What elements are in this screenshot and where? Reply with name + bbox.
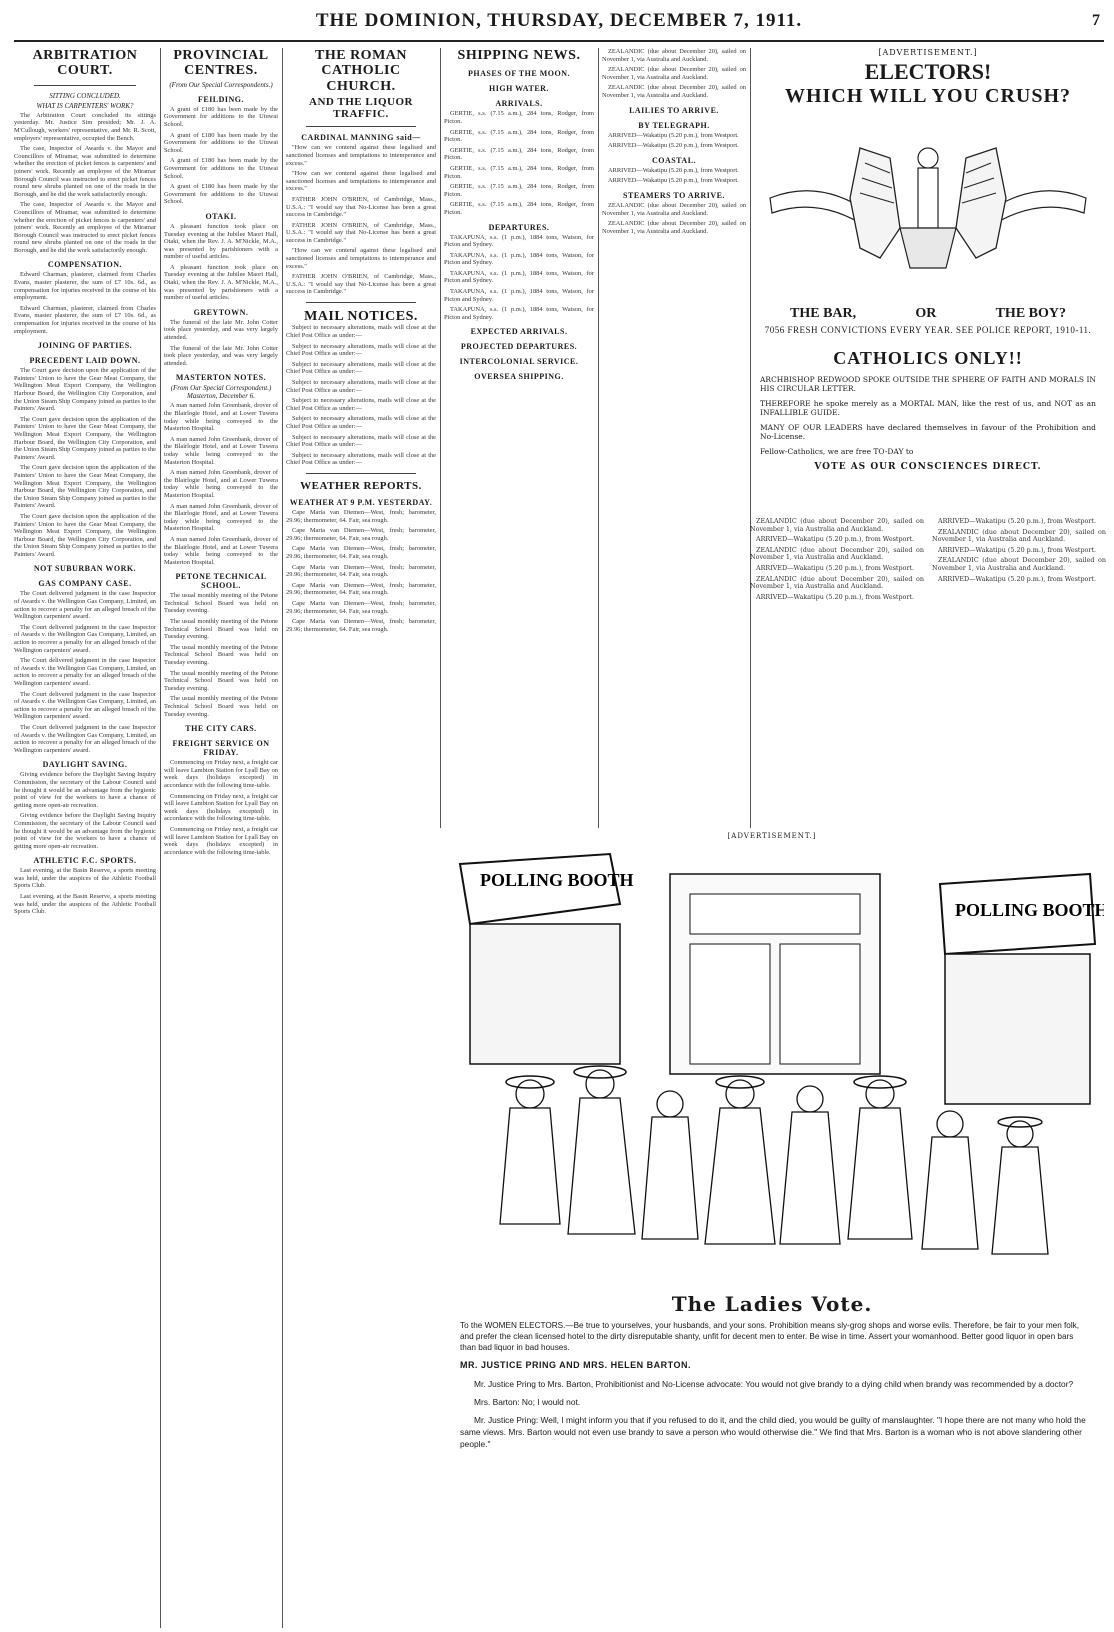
advertisement-label: [ADVERTISEMENT.] xyxy=(878,48,978,57)
article-paragraph: The funeral of the late Mr. John Cotter took place yesterday, and was very largely attended. xyxy=(164,318,278,342)
article-paragraph: ZEALANDIC (due about December 20), sailed on November 1, via Australia and Auckland. xyxy=(750,574,924,591)
section-head: DAYLIGHT SAVING. xyxy=(42,760,128,770)
section-head: THE CITY CARS. xyxy=(185,724,257,734)
section-head: PROJECTED DEPARTURES. xyxy=(460,342,578,352)
section-head: EXPECTED ARRIVALS. xyxy=(470,327,568,337)
article-paragraph: ARRIVED—Wakatipu (5.20 p.m.), from Westport. xyxy=(608,166,739,174)
article-paragraph: Cape Maria van Diemen—West, fresh; barometer, 29.96; thermometer, 64. Fair, sea rough. xyxy=(286,527,436,542)
article-paragraph: Cape Maria van Diemen—West, fresh; barometer, 29.96; thermometer, 64. Fair, sea rough. xyxy=(286,545,436,560)
article-paragraph: ARRIVED—Wakatipu (5.20 p.m.), from Westport. xyxy=(756,563,915,572)
section-head: OTAKI. xyxy=(205,211,237,221)
news-column-lower-left xyxy=(750,518,924,868)
section-head: FREIGHT SERVICE ON FRIDAY. xyxy=(172,739,270,758)
article-paragraph: ZEALANDIC (due about December 20), sailed on November 1, via Australia and Auckland. xyxy=(932,527,1106,544)
article-paragraph: The Court gave decision upon the application of the Painters' Union to have the Gear Meat Company, the Wellington Meat Export Company, the Wellington Harbour Board, the Wellington City Corporation, and the Union Steam Ship Company joined as parties to the Painters' Award. xyxy=(14,367,156,413)
boy-label: THE BOY? xyxy=(995,306,1066,321)
column-rule xyxy=(440,48,441,828)
advertisement-label: [ADVERTISEMENT.] xyxy=(727,832,817,840)
section-head: INTERCOLONIAL SERVICE. xyxy=(459,357,579,367)
ad-headline: ELECTORS! xyxy=(864,59,992,84)
bar-or-boy xyxy=(750,306,1106,335)
article-paragraph: The Court gave decision upon the application of the Painters' Union to have the Gear Meat Company, the Wellington Meat Export Company, the Wellington Harbour Board, the Wellington City Corporation, and the Union Steam Ship Company joined as parties to the Painters' Award. xyxy=(14,464,156,510)
article-paragraph: The case, Inspector of Awards v. the Mayor and Councillors of Miramar, was submitted to determine whether the erection of picket fences is carpenters' and joiners' work. Recently an employee of the Miramar Borough Council was instructed to erect picket fences round new shrubs planted on one of the roads in the Borough, and he did the work satisfactorily enough. xyxy=(14,201,156,254)
subhead: AND THE LIQUOR TRAFFIC. xyxy=(309,96,413,121)
section-head: DEPARTURES. xyxy=(488,222,550,232)
pring-barton-dialogue xyxy=(460,1378,1090,1456)
catholics-paragraph: Fellow-Catholics, we are free TO-DAY to xyxy=(760,447,914,456)
headline-arbitration: ARBITRATION COURT. xyxy=(32,48,138,79)
booth-sign-right: POLLING BOOTH xyxy=(955,900,1104,920)
article-paragraph: Cape Maria van Diemen—West, fresh; barometer, 29.96; thermometer, 64. Fair, sea rough. xyxy=(286,599,436,615)
subhead: SITTING CONCLUDED. xyxy=(49,91,121,100)
newspaper-title: THE DOMINION, THURSDAY, DECEMBER 7, 1911. xyxy=(315,10,803,31)
ad-question: WHICH WILL YOU CRUSH? xyxy=(784,85,1072,107)
article-paragraph: Commencing on Friday next, a freight car will leave Lambton Station for Lyall Bay on week days (holidays excepted) in accordance with the following time-table. xyxy=(164,825,278,856)
section-head: FEILDING. xyxy=(197,94,245,104)
women-electors-appeal: To the WOMEN ELECTORS.—Be true to yourselves, your husbands, and your sons. Prohibition means sly-grog shops and worse evils. Therefore, be fair to your men folk, and prefer the clean licensed hotel to the dirty disreputable shanty, unfit for decent men to enter. Be wise in time. Assert your womanhood. Better good liquor in open bars than bad liquor in bad houses. xyxy=(460,1321,1080,1352)
article-paragraph: ARRIVED—Wakatipu (5.20 p.m.), from Westport. xyxy=(608,142,739,150)
article-paragraph: A man named John Greenbank, drover of the Blairlogie Hotel, and at Lower Tuwera today while being conveyed to the Masterton Hospital. xyxy=(164,502,278,533)
ladies-vote-cartoon xyxy=(440,844,1104,1284)
article-paragraph: ARRIVED—Wakatipu (5.20 p.m.), from Westport. xyxy=(938,574,1097,583)
subhead: (From Our Special Correspondent.) Masterton, December 6. xyxy=(170,384,272,401)
article-paragraph: A grant of £180 has been made by the Government for additions to the Utuwai School. xyxy=(164,157,278,180)
article-paragraph: The case, Inspector of Awards v. the Mayor and Councillors of Miramar, was submitted to determine whether the erection of picket fences is carpenters' and joiners' work. Recently an employee of the Miramar Borough Council was instructed to erect picket fences round new shrubs planted on one of the roads in the Borough, and he did the work satisfactorily enough. xyxy=(14,145,156,198)
article-paragraph: Subject to necessary alterations, mails will close at the Chief Post Office as under:— xyxy=(286,342,436,358)
subhead: (From Our Special Correspondents.) xyxy=(169,80,273,89)
column-arbitration xyxy=(14,48,156,1628)
article-paragraph: A grant of £180 has been made by the Government for additions to the Utuwai School. xyxy=(164,131,278,154)
article-paragraph: A grant of £180 has been made by the Government for additions to the Utuwai School. xyxy=(164,105,278,128)
section-head: NOT SUBURBAN WORK. xyxy=(33,564,137,574)
article-paragraph: "How can we contend against these legalised and sanctioned licenses and temptations to intemperance and excess." xyxy=(286,144,436,167)
section-head: OVERSEA SHIPPING. xyxy=(474,372,564,382)
article-paragraph: Last evening, at the Basin Reserve, a sports meeting was held, under the auspices of the Athletic Football Sports Club. xyxy=(14,893,156,916)
section-head: PHASES OF THE MOON. xyxy=(468,69,570,79)
article-paragraph: The Court delivered judgment in the case Inspector of Awards v. the Wellington Gas Company, Limited, an action to recover a penalty for an alleged breach of the Wellington carpenters' award. xyxy=(14,590,156,621)
column-rule xyxy=(160,48,161,1628)
article-paragraph: TAKAPUNA, s.s. (1 p.m.), 1884 tons, Watson, for Picton and Sydney. xyxy=(444,306,594,321)
section-head: MASTERTON NOTES. xyxy=(175,373,267,383)
dialogue-line: Mrs. Barton: No; I would not. xyxy=(474,1397,581,1407)
article-paragraph: A grant of £180 has been made by the Government for additions to the Utuwai School. xyxy=(164,183,278,206)
article-paragraph: The Arbitration Court concluded its sittings yesterday. Mr. Justice Sim presided; Mr. J. A. M'Cullough, workers' representative, and Mr. R. Scott, employers' representative, occupied the Bench. xyxy=(14,111,156,142)
article-paragraph: The usual monthly meeting of the Petone Technical School Board was held on Tuesday evening. xyxy=(164,592,278,615)
section-head: WEATHER AT 9 P.M. YESTERDAY. xyxy=(289,498,433,508)
article-paragraph: GERTIE, s.s. (7.15 a.m.), 284 tons, Rodger, from Picton. xyxy=(444,146,594,162)
article-paragraph: A pleasant function took place on Tuesday evening at the Jubilee Maori Hall, Otaki, when the Rev. J. A. M'Nickle, M.A., was presented by parishioners with a number of useful articles. xyxy=(164,222,278,261)
article-paragraph: ZEALANDIC (due about December 20), sailed on November 1, via Australia and Auckland. xyxy=(602,48,746,63)
section-head: ATHLETIC F.C. SPORTS. xyxy=(33,856,137,866)
article-paragraph: TAKAPUNA, s.s. (1 p.m.), 1884 tons, Watson, for Picton and Sydney. xyxy=(444,251,594,267)
article-paragraph: The Court delivered judgment in the case Inspector of Awards v. the Wellington Gas Company, Limited, an action to recover a penalty for an alleged breach of the Wellington carpenters' award. xyxy=(14,723,156,754)
section-head: LAILIES TO ARRIVE. xyxy=(629,105,719,115)
electors-advertisement xyxy=(750,48,1106,868)
article-paragraph: A man named John Greenbank, drover of the Blairlogie Hotel, and at Lower Tuwera today while being conveyed to the Masterton Hospital. xyxy=(164,535,278,566)
section-head: CARDINAL MANNING said— xyxy=(301,133,421,143)
article-paragraph: FATHER JOHN O'BRIEN, of Cambridge, Mass., U.S.A.: "I would say that No-License has been a great success in Cambridge." xyxy=(286,221,436,244)
article-paragraph: Subject to necessary alterations, mails will close at the Chief Post Office as under:— xyxy=(286,415,436,430)
article-paragraph: Cape Maria van Diemen—West, fresh; barometer, 29.96; thermometer, 64. Fair, sea rough. xyxy=(286,563,436,579)
news-column-lower-right xyxy=(932,518,1106,868)
article-paragraph: Subject to necessary alterations, mails will close at the Chief Post Office as under:— xyxy=(286,379,436,394)
headline-weather: WEATHER REPORTS. xyxy=(300,479,422,492)
article-paragraph: Edward Charman, plasterer, claimed from Charles Evans, master plasterer, the sum of £7 10s. 6d., as compensation for injuries received in the course of his employment. xyxy=(14,271,156,302)
article-paragraph: Edward Charman, plasterer, claimed from Charles Evans, master plasterer, the sum of £7 10s. 6d., as compensation for injuries received in the course of his employment. xyxy=(14,304,156,335)
article-paragraph: Subject to necessary alterations, mails will close at the Chief Post Office as under:— xyxy=(286,324,436,340)
article-paragraph: Giving evidence before the Daylight Saving Inquiry Commission, the secretary of the Labour Council said he thought it would be an advantage from the hygienic point of view for the workers to have a chance of getting more open-air recreation. xyxy=(14,812,156,850)
article-paragraph: ZEALANDIC (due about December 20), sailed on November 1, via Australia and Auckland. xyxy=(602,220,746,235)
catholics-advertisement xyxy=(750,348,1106,472)
article-paragraph: A man named John Greenbank, drover of the Blairlogie Hotel, and at Lower Tuwera today while being conveyed to the Masterton Hospital. xyxy=(164,469,278,499)
or-label: OR xyxy=(915,306,937,321)
article-paragraph: A man named John Greenbank, drover of the Blairlogie Hotel, and at Lower Tuwera today while being conveyed to the Masterton Hospital. xyxy=(164,435,278,466)
headline-mail-notices: MAIL NOTICES. xyxy=(304,309,418,325)
section-head: GREYTOWN. xyxy=(193,307,249,317)
article-paragraph: The Court delivered judgment in the case Inspector of Awards v. the Wellington Gas Company, Limited, an action to recover a penalty for an alleged breach of the Wellington carpenters' award. xyxy=(14,690,156,721)
article-paragraph: A pleasant function took place on Tuesday evening at the Jubilee Maori Hall, Otaki, when the Rev. J. A. M'Nickle, M.A., was presented by parishioners with a number of useful articles. xyxy=(164,263,278,302)
article-paragraph: FATHER JOHN O'BRIEN, of Cambridge, Mass., U.S.A.: "I would say that No-License has been a great success in Cambridge." xyxy=(286,195,436,219)
article-paragraph: The Court gave decision upon the application of the Painters' Union to have the Gear Meat Company, the Wellington Meat Export Company, the Wellington Harbour Board, the Wellington City Corporation, and the Union Steam Ship Company joined as parties to the Painters' Award. xyxy=(14,512,156,558)
article-paragraph: GERTIE, s.s. (7.15 a.m.), 284 tons, Rodger, from Picton. xyxy=(444,183,594,198)
article-paragraph: The funeral of the late Mr. John Cotter took place yesterday, and was very largely attended. xyxy=(164,344,278,367)
article-paragraph: TAKAPUNA, s.s. (1 p.m.), 1884 tons, Watson, for Picton and Sydney. xyxy=(444,288,594,303)
article-paragraph: Giving evidence before the Daylight Saving Inquiry Commission, the secretary of the Labour Council said he thought it would be an advantage from the hygienic point of view for the workers to have a chance of getting more open-air recreation. xyxy=(14,771,156,809)
page-number: 7 xyxy=(1092,12,1100,29)
article-paragraph: TAKAPUNA, s.s. (1 p.m.), 1884 tons, Watson, for Picton and Sydney. xyxy=(444,233,594,249)
crushing-hand-illustration xyxy=(750,118,1106,298)
headline-shipping: SHIPPING NEWS. xyxy=(457,48,581,63)
article-paragraph: Subject to necessary alterations, mails will close at the Chief Post Office as under:— xyxy=(286,451,436,467)
article-paragraph: GERTIE, s.s. (7.15 a.m.), 284 tons, Rodger, from Picton. xyxy=(444,164,594,180)
article-paragraph: ARRIVED—Wakatipu (5.20 p.m.), from Westport. xyxy=(756,592,915,601)
pring-barton-heading: MR. JUSTICE PRING AND MRS. HELEN BARTON. xyxy=(460,1360,692,1370)
article-paragraph: The usual monthly meeting of the Petone Technical School Board was held on Tuesday evening. xyxy=(164,695,278,718)
catholics-paragraph: MANY OF OUR LEADERS have declared themselves in favour of the Prohibition and No-License. xyxy=(760,423,1096,441)
article-paragraph: ARRIVED—Wakatipu (5.20 p.m.), from Westport. xyxy=(938,518,1097,525)
convictions-line: 7056 FRESH CONVICTIONS EVERY YEAR. SEE POLICE REPORT, 1910-11. xyxy=(764,325,1092,335)
catholics-vote-line: VOTE AS OUR CONSCIENCES DIRECT. xyxy=(814,462,1042,472)
article-paragraph: ZEALANDIC (due about December 20), sailed on November 1, via Australia and Auckland. xyxy=(932,556,1106,572)
article-paragraph: Subject to necessary alterations, mails will close at the Chief Post Office as under:— xyxy=(286,397,436,412)
subhead: WHAT IS CARPENTERS' WORK? xyxy=(36,101,134,110)
section-head: GAS COMPANY CASE. xyxy=(38,579,132,589)
article-paragraph: The Court gave decision upon the application of the Painters' Union to have the Gear Meat Company, the Wellington Meat Export Company, the Wellington Harbour Board, the Wellington City Corporation, and the Union Steam Ship Company joined as parties to the Painters' Award. xyxy=(14,415,156,461)
section-head: HIGH WATER. xyxy=(489,84,549,94)
article-paragraph: The usual monthly meeting of the Petone Technical School Board was held on Tuesday evening. xyxy=(164,643,278,667)
article-paragraph: GERTIE, s.s. (7.15 a.m.), 284 tons, Rodger, from Picton. xyxy=(444,110,594,125)
section-head: BY TELEGRAPH. xyxy=(638,120,710,130)
dialogue-line: Mr. Justice Pring to Mrs. Barton, Prohibitionist and No-License advocate: You would not give brandy to a dying child when brandy was recommended by a doctor? xyxy=(474,1379,1074,1389)
ladies-vote-caption: The Ladies Vote. xyxy=(671,1292,873,1316)
article-paragraph: Subject to necessary alterations, mails will close at the Chief Post Office as under:— xyxy=(286,360,436,376)
article-paragraph: Cape Maria van Diemen—West, fresh; barometer, 29.96; thermometer, 64. Fair, sea rough. xyxy=(286,581,436,597)
article-paragraph: Last evening, at the Basin Reserve, a sports meeting was held, under the auspices of the Athletic Football Sports Club. xyxy=(14,867,156,890)
article-paragraph: A man named John Greenbank, drover of the Blairlogie Hotel, and at Lower Tuwera today while being conveyed to the Masterton Hospital. xyxy=(164,402,278,433)
section-head: JOINING OF PARTIES. xyxy=(37,341,133,351)
article-paragraph: Cape Maria van Diemen—West, fresh; barometer, 29.96; thermometer, 64. Fair, sea rough. xyxy=(286,509,436,524)
catholics-paragraph: ARCHBISHOP REDWOOD SPOKE OUTSIDE THE SPHERE OF FAITH AND MORALS IN HIS CIRCULAR LETTER. xyxy=(760,375,1096,393)
bar-label: THE BAR, xyxy=(790,306,857,321)
masthead xyxy=(14,6,1104,42)
article-paragraph: ZEALANDIC (due about December 20), sailed on November 1, via Australia and Auckland. xyxy=(602,201,746,217)
section-head: COASTAL. xyxy=(651,155,697,165)
dialogue-line: Mr. Justice Pring: Well, I might inform you that if you refused to do it, and the child died, you would be guilty of manslaughter. "I hope there are not many who hold the same views. Mrs. Barton would not even use brandy to save a person who would otherwise die." We find that Mrs. Barton is a woman who is not above slandering other people." xyxy=(460,1415,1086,1449)
article-paragraph: GERTIE, s.s. (7.15 a.m.), 284 tons, Rodger, from Picton. xyxy=(444,128,594,144)
article-paragraph: ARRIVED—Wakatipu (5.20 p.m.), from Westport. xyxy=(608,131,739,139)
article-paragraph: Subject to necessary alterations, mails will close at the Chief Post Office as under:— xyxy=(286,433,436,449)
section-head: PETONE TECHNICAL SCHOOL. xyxy=(175,572,267,591)
section-head: STEAMERS TO ARRIVE. xyxy=(623,190,725,200)
section-head: PRECEDENT LAID DOWN. xyxy=(29,356,141,366)
catholics-headline: CATHOLICS ONLY!! xyxy=(833,348,1023,368)
article-paragraph: Commencing on Friday next, a freight car will leave Lambton Station for Lyall Bay on week days (holidays excepted) in accordance with the following time-table. xyxy=(164,759,278,789)
article-paragraph: FATHER JOHN O'BRIEN, of Cambridge, Mass., U.S.A.: "I would say that No-License has been a great success in Cambridge." xyxy=(286,273,436,296)
column-provincial xyxy=(164,48,278,1628)
article-paragraph: GERTIE, s.s. (7.15 a.m.), 284 tons, Rodger, from Picton. xyxy=(444,201,594,216)
column-shipping xyxy=(444,48,594,828)
article-paragraph: ZEALANDIC (due about December 20), sailed on November 1, via Australia and Auckland. xyxy=(750,518,924,533)
article-paragraph: The usual monthly meeting of the Petone Technical School Board was held on Tuesday evening. xyxy=(164,618,278,641)
article-paragraph: The usual monthly meeting of the Petone Technical School Board was held on Tuesday evening. xyxy=(164,669,278,692)
article-paragraph: ZEALANDIC (due about December 20), sailed on November 1, via Australia and Auckland. xyxy=(750,545,924,562)
article-paragraph: ARRIVED—Wakatipu (5.20 p.m.), from Westport. xyxy=(608,177,739,185)
column-catholic-church xyxy=(286,48,436,1628)
article-paragraph: ZEALANDIC (due about December 20), sailed on November 1, via Australia and Auckland. xyxy=(602,66,746,81)
article-paragraph: ARRIVED—Wakatipu (5.20 p.m.), from Westport. xyxy=(756,535,915,544)
headline-provincial: PROVINCIAL CENTRES. xyxy=(173,48,269,79)
article-paragraph: The Court delivered judgment in the case Inspector of Awards v. the Wellington Gas Company, Limited, an action to recover a penalty for an alleged breach of the Wellington carpenters' award. xyxy=(14,657,156,687)
article-paragraph: "How can we contend against these legalised and sanctioned licenses and temptations to intemperance and excess." xyxy=(286,170,436,193)
article-paragraph: Cape Maria van Diemen—West, fresh; barometer, 29.96; thermometer, 64. Fair, sea rough. xyxy=(286,618,436,633)
section-head: ARRIVALS. xyxy=(495,99,543,109)
column-rule xyxy=(598,48,599,828)
section-head: COMPENSATION. xyxy=(47,260,123,270)
article-paragraph: The Court delivered judgment in the case Inspector of Awards v. the Wellington Gas Company, Limited, an action to recover a penalty for an alleged breach of the Wellington carpenters' award. xyxy=(14,623,156,654)
article-paragraph: Commencing on Friday next, a freight car will leave Lambton Station for Lyall Bay on week days (holidays excepted) in accordance with the following time-table. xyxy=(164,792,278,823)
column-rule xyxy=(282,48,283,1628)
article-paragraph: TAKAPUNA, s.s. (1 p.m.), 1884 tons, Watson, for Picton and Sydney. xyxy=(444,269,594,285)
article-paragraph: ZEALANDIC (due about December 20), sailed on November 1, via Australia and Auckland. xyxy=(602,84,746,99)
article-paragraph: "How can we contend against these legalised and sanctioned licenses and temptations to intemperance and excess." xyxy=(286,247,436,270)
catholics-paragraph: THEREFORE he spoke merely as a MORTAL MAN, like the rest of us, and NOT as an INFALLIBLE GUIDE. xyxy=(760,399,1096,417)
article-paragraph: ARRIVED—Wakatipu (5.20 p.m.), from Westport. xyxy=(938,545,1097,554)
column-shipping-continued xyxy=(602,48,746,828)
headline-catholic-church: THE ROMAN CATHOLIC CHURCH. xyxy=(315,48,407,94)
booth-sign-left: POLLING BOOTH xyxy=(480,870,634,890)
